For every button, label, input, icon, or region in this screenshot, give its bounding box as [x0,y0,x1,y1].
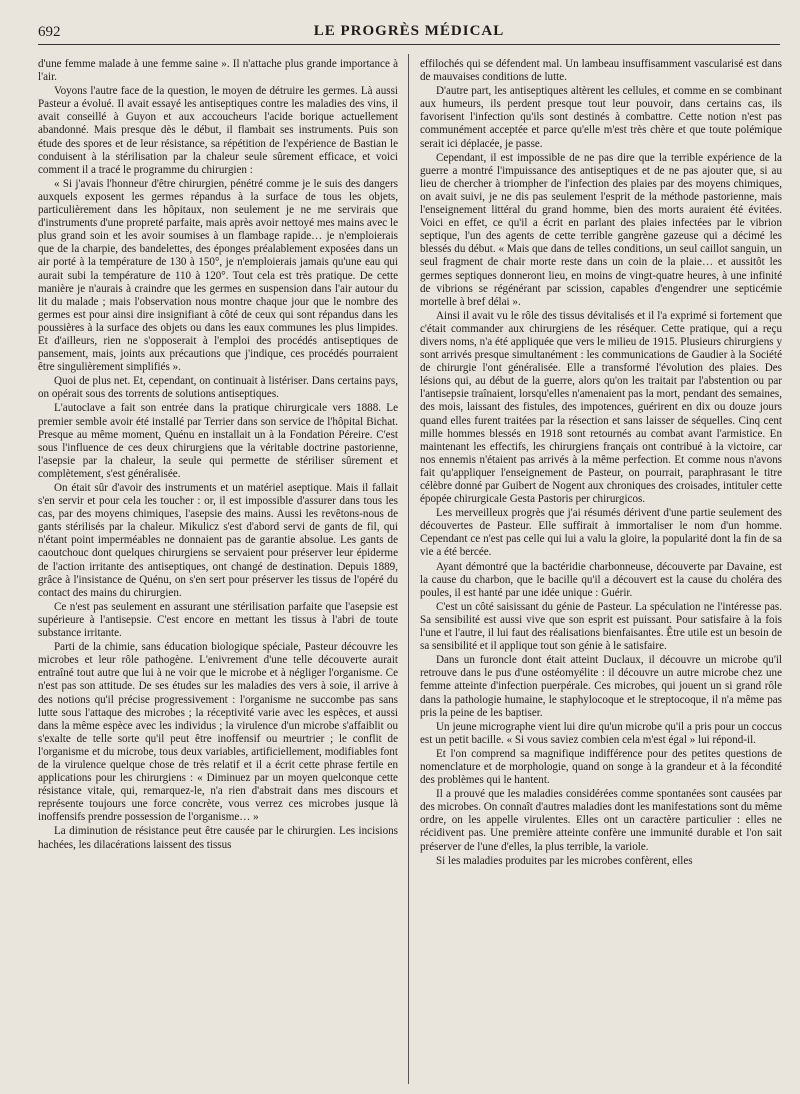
column-divider [408,54,409,1084]
paragraph: Cependant, il est impossible de ne pas dire que la terrible expérience de la guerre a montré l'impuissance des antiseptiques et de ne pas ajouter que, si au lieu de chercher à triompher de l'infection des plaies par des moyens chimiques, on avait suivi, je ne dis pas seulement l'esprit de la méthode pastorienne, mais l'enseignement littéral du grand homme, bien des morts auraient été évitées. Voici en effet, ce qu'il a écrit en parlant des plaies infectées par le vibrion septique, l'un des agents de cette terrible gangrène gazeuse qui a décimé les blessés du début. « Mais que dans de telles conditions, un seul caillot sanguin, un seul fragment de chair morte reste dans un coin de la plaie… et aussitôt les germes septiques donneront lieu, en moins de vingt-quatre heures, à une infinité de vibrions se régénérant par scission, capables d'engendrer une septicémie mortelle à bref délai ». [420,151,782,308]
paragraph: Voyons l'autre face de la question, le moyen de détruire les germes. Là aussi Pasteur a évolué. Il avait essayé les antiseptiques contre les maladies des vins, il avait conseillé à Guyon et aux accoucheurs l'acide borique actuellement abandonné. Mais presque dès le début, il flambait ses instruments. Puis son étude des spores et de leur résistance, sa répétition de l'expérience de Bastian le conduisent à la stérilisation par la chaleur seule sûrement efficace, et voici comment il a tracé le programme du chirurgien : [38,85,398,176]
journal-title: LE PROGRÈS MÉDICAL [313,23,505,39]
paragraph: Ainsi il avait vu le rôle des tissus dévitalisés et il l'a exprimé si fortement que c'était commander aux chirurgiens de les réséquer. Cette pratique, qui a reçu divers noms, n'a été appliquée que vers le milieu de 1915. Plusieurs chirurgiens y sont arrivés presque simultanément : les communications de Gaudier à la Société de chirurgie l'ont généralisée. Elle a transformé l'évolution des plaies. Des lésions qui, au début de la guerre, alors qu'on les traitait par l'abstention ou par l'antisepsie traînaient, lorsqu'elles n'amenaient pas la mort, pendant des semaines, des mois, laissant des fistules, des impotences, guérirent en dix ou douze jours quand elles furent traitées par la résection et sans laisser de séquelles. Cinq cent mille hommes blessés en 1918 sont retournés au combat avant l'armistice. En maintenant les effectifs, les chirurgiens français ont contribué à la victoire, car nos ennemis n'étaient pas arrivés à la même perfection. Et comme nous n'avons fait qu'appliquer l'enseignement de Pasteur, on pourrait, paraphrasant le titre célèbre donné par Guibert de Nogent aux chroniques des croisades, intituler cette épopée chirurgicale Gesta Pastoris per chirurgicos. [420,309,782,506]
paragraph: La diminution de résistance peut être causée par le chirurgien. Les incisions hachées, les dilacérations laissent des tissus [38,825,398,851]
paragraph: Un jeune micrographe vient lui dire qu'un microbe qu'il a pris pour un coccus est un petit bacille. « Si vous saviez combien cela m'est égal » lui répond-il. [420,720,782,746]
quotation: « Si j'avais l'honneur d'être chirurgien, pénétré comme je le suis des dangers auxquels exposent les germes répandus à la surface de tous les objets, particulièrement dans les hôpitaux, non seulement je ne me servirais que d'instruments d'une propreté parfaite, mais après avoir nettoyé mes mains avec le plus grand soin et les avoir soumises à un flambage rapide… je n'emploierais que de la charpie, des bandelettes, des éponges préalablement exposées dans un air porté à la température de 130 à 150°, je n'emploierais jamais qu'une eau qui aurait subi la température de 110 à 120°. Tout cela est très pratique. De cette manière je n'aurais à craindre que les germes en suspension dans l'air autour du lit du malade ; mais l'observation nous montre chaque jour que le nombre des germes est pour ainsi dire insignifiant à côté de ceux qui sont répandus dans les poussières à la surface des objets ou dans les eaux communes les plus limpides. Et d'ailleurs, rien ne s'opposerait à l'emploi des procédés antiseptiques de pansement, mais, joints aux précautions que j'indique, ces procédés pourraient être singulièrement simplifiés ». [38,177,398,374]
right-column [420,58,782,1088]
paragraph: Dans un furoncle dont était atteint Duclaux, il découvre un microbe qu'il retrouve dans le pus d'une ostéomyélite : il découvre un autre microbe chez une femme atteinte d'infection puerpérale. Ces microbes, qui jouent un si grand rôle dans la pathologie humaine, le staphylocoque et le streptocoque, il n'a même pas pris la peine de les baptiser. [420,654,782,719]
page-header [38,22,780,45]
left-column [38,58,398,1088]
paragraph: d'une femme malade à une femme saine ». Il n'attache plus grande importance à l'air. [38,58,398,84]
paragraph: Parti de la chimie, sans éducation biologique spéciale, Pasteur découvre les microbes et leur rôle pathogène. L'enivrement d'une telle découverte aurait entraîné tout autre que lui à ne voir que le microbe et à négliger l'organisme. Ce n'est pas son attitude. De ses études sur les maladies des vers à soie, il arrive à des notions qu'il précise progressivement : l'organisme ne succombe pas sans lutte sous l'attaque des microbes ; la réceptivité varie avec les espèces, et aussi dans la même espèce avec les individus ; la virulence d'un microbe s'affaiblit ou s'exalte de telle sorte qu'il peut être inoffensif ou meurtrier ; le conflit de l'organisme et du microbe, tous deux variables, artificiellement, modifiables font de la virulence quelque chose de très relatif et il a écrit cette phrase fertile en applications pour les chirurgiens : « Diminuez par un moyen quelconque cette résistance vitale, qui, remarquez-le, n'a rien d'abstrait dans mes discours et représente toujours une force concrète, vous verrez ces microbes jusque là inoffensifs prendre possession de l'organisme… » [38,641,398,824]
paragraph: Ce n'est pas seulement en assurant une stérilisation parfaite que l'asepsie est supérieure à l'antisepsie. C'est encore en mettant les tissus à l'abri de toute substance irritante. [38,600,398,640]
paragraph: On était sûr d'avoir des instruments et un matériel aseptique. Mais il fallait s'en servir et pour cela les toucher : or, il est impossible d'assurer dans tous les cas, par des moyens chimiques, l'asepsie des mains. Aussi les revêtons-nous de gants stérilisés par la chaleur. Mikulicz s'est d'abord servi de gants de fil, qui n'étant point imperméables ne donnaient pas de garantie absolue. Les gants de caoutchouc dont quelques chirurgiens se servaient pour préserver leur épiderme de l'action irritante des antiseptiques, ont changé de destination. Depuis 1889, grâce à l'insistance de Quénu, on s'en sert pour préserver les tissus de l'opéré du contact des mains du chirurgien. [38,482,398,599]
paragraph: Et l'on comprend sa magnifique indifférence pour des petites questions de nomenclature et de morphologie, quand on songe à la grandeur et à la fécondité des problèmes qui le hantent. [420,747,782,787]
paragraph: Quoi de plus net. Et, cependant, on continuait à listériser. Dans certains pays, on opérait sous des torrents de solutions antiseptiques. [38,375,398,401]
paragraph: L'autoclave a fait son entrée dans la pratique chirurgicale vers 1888. Le premier semble avoir été installé par Terrier dans son service de l'hôpital Bichat. Presque au même moment, Quénu en installait un à la Fondation Péreire. C'est sous l'influence de ces deux chirurgiens que la véritable doctrine pastorienne, l'asepsie par la chaleur, la seule qui permette de stériliser sûrement et complètement, s'est généralisée. [38,402,398,480]
paragraph: Si les maladies produites par les microbes confèrent, elles [436,854,693,867]
paragraph: Ayant démontré que la bactéridie charbonneuse, découverte par Davaine, est la cause du charbon, que le bacille qu'il a découvert est la cause du choléra des poules, il est hanté par une idée unique : Guérir. [420,560,782,599]
paragraph: Il a prouvé que les maladies considérées comme spontanées sont causées par des microbes. On connaît d'autres maladies dont les manifestations sont du même ordre, on les appelle virulentes. Elles ont un caractère particulier : elles ne récidivent pas. Une première atteinte confère une immunité durable et l'on sait préserver de l'une d'elles, la plus terrible, la variole. [420,788,782,853]
page-number: 692 [38,24,61,40]
paragraph: effilochés qui se défendent mal. Un lambeau insuffisamment vascularisé est dans de mauvaises conditions de lutte. [420,58,782,84]
paragraph: Les merveilleux progrès que j'ai résumés dérivent d'une partie seulement des découvertes de Pasteur. Elle suffirait à immortaliser le nom d'un homme. Cependant ce n'est pas celle qui lui a valu la gloire, la popularité dont la fin de sa vie a été bercée. [420,507,782,559]
paragraph: D'autre part, les antiseptiques altèrent les cellules, et comme en se combinant aux humeurs, ils perdent presque tout leur pouvoir, dans certains cas, ils favorisent l'infection qu'ils sont destinés à combattre. Cette notion n'est pas communément acceptée et parce qu'elle m'est très chère et que toute polémique serait ici déplacée, je passe. [420,85,782,150]
paragraph: C'est un côté saisissant du génie de Pasteur. La spéculation ne l'intéresse pas. Sa sensibilité est aussi vive que son esprit est puissant. Pour satisfaire à la fois l'une et l'autre, il lui faut des réalisations bienfaisantes. Être utile est un besoin de sa sensibilité et il applique tout son génie à le satisfaire. [420,600,782,653]
